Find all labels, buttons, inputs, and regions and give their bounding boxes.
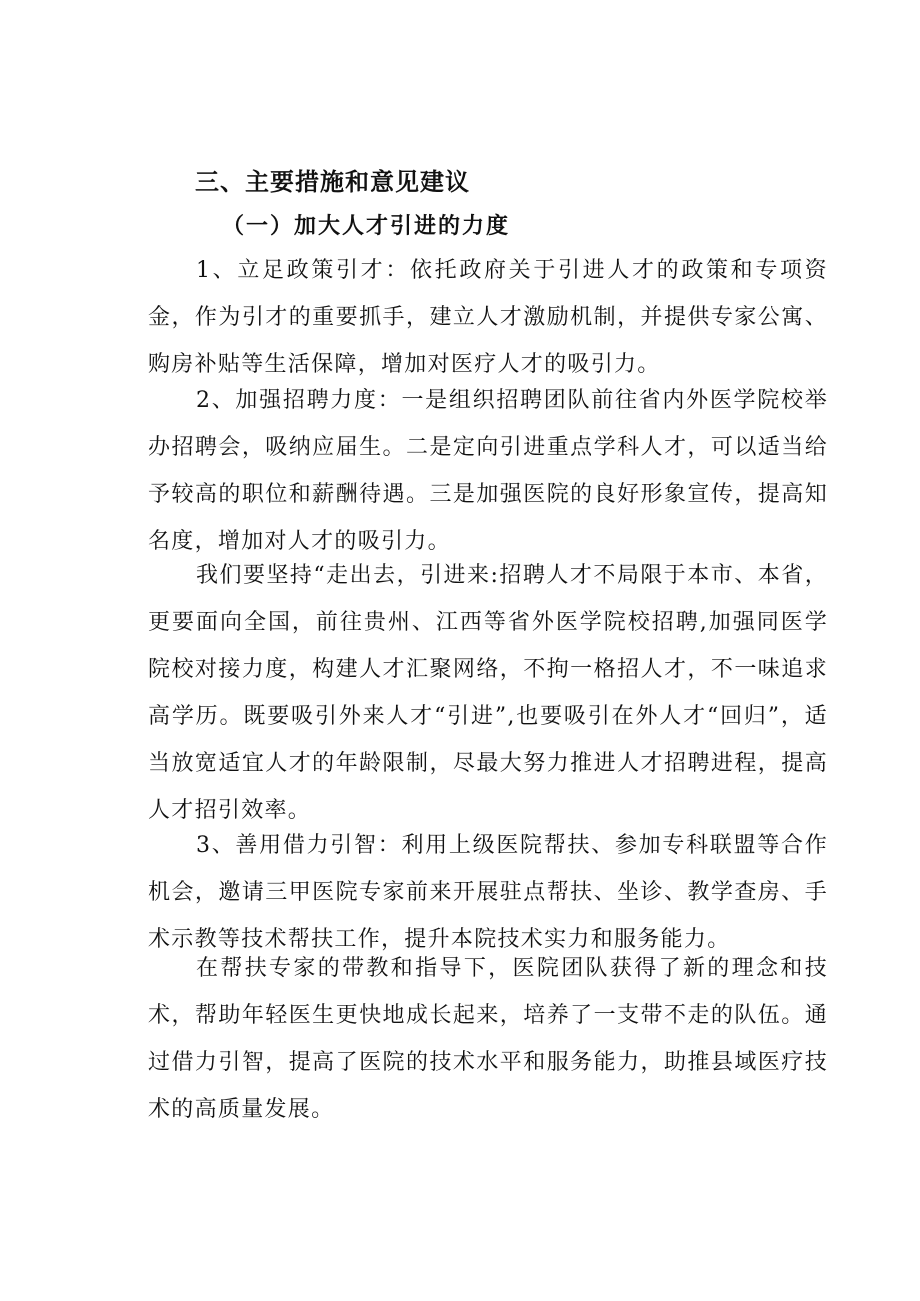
paragraph-go-out-bring-in: 我们要坚持“走出去，引进来:招聘人才不局限于本市、本省，更要面向全国，前往贵州、江西等省外医学院校招聘,加强同医学院校对接力度，构建人才汇聚网络，不拘一格招人才，不一味追求高学历。既要吸引外来人才“引进”,也要吸引在外人才“回归”，适当放宽适宜人才的年龄限制，尽最大努力推进人才招聘进程，提高人才招引效率。 — [148, 563, 828, 823]
paragraph-borrow-expertise: 3、善用借力引智：利用上级医院帮扶、参加专科联盟等合作机会，邀请三甲医院专家前来开展驻点帮扶、坐诊、教学查房、手术示教等技术帮扶工作，提升本院技术实力和服务能力。 — [148, 833, 828, 952]
paragraph-policy-talent: 1、立足政策引才：依托政府关于引进人才的政策和专项资金，作为引才的重要抓手，建立人才激励机制，并提供专家公寓、购房补贴等生活保障，增加对医疗人才的吸引力。 — [148, 258, 828, 377]
sub-heading: （一）加大人才引进的力度 — [222, 213, 511, 239]
paragraph-recruitment: 2、加强招聘力度：一是组织招聘团队前往省内外医学院校举办招聘会，吸纳应届生。二是定向引进重点学科人才，可以适当给予较高的职位和薪酬待遇。三是加强医院的良好形象宣传，提高知名度，增加对人才的吸引力。 — [148, 388, 828, 554]
section-heading: 三、主要措施和意见建议 — [195, 168, 470, 196]
paragraph-expert-guidance: 在帮扶专家的带教和指导下，医院团队获得了新的理念和技术，帮助年轻医生更快地成长起来，培养了一支带不走的队伍。通过借力引智，提高了医院的技术水平和服务能力，助推县域医疗技术的高质量发展。 — [148, 956, 828, 1122]
